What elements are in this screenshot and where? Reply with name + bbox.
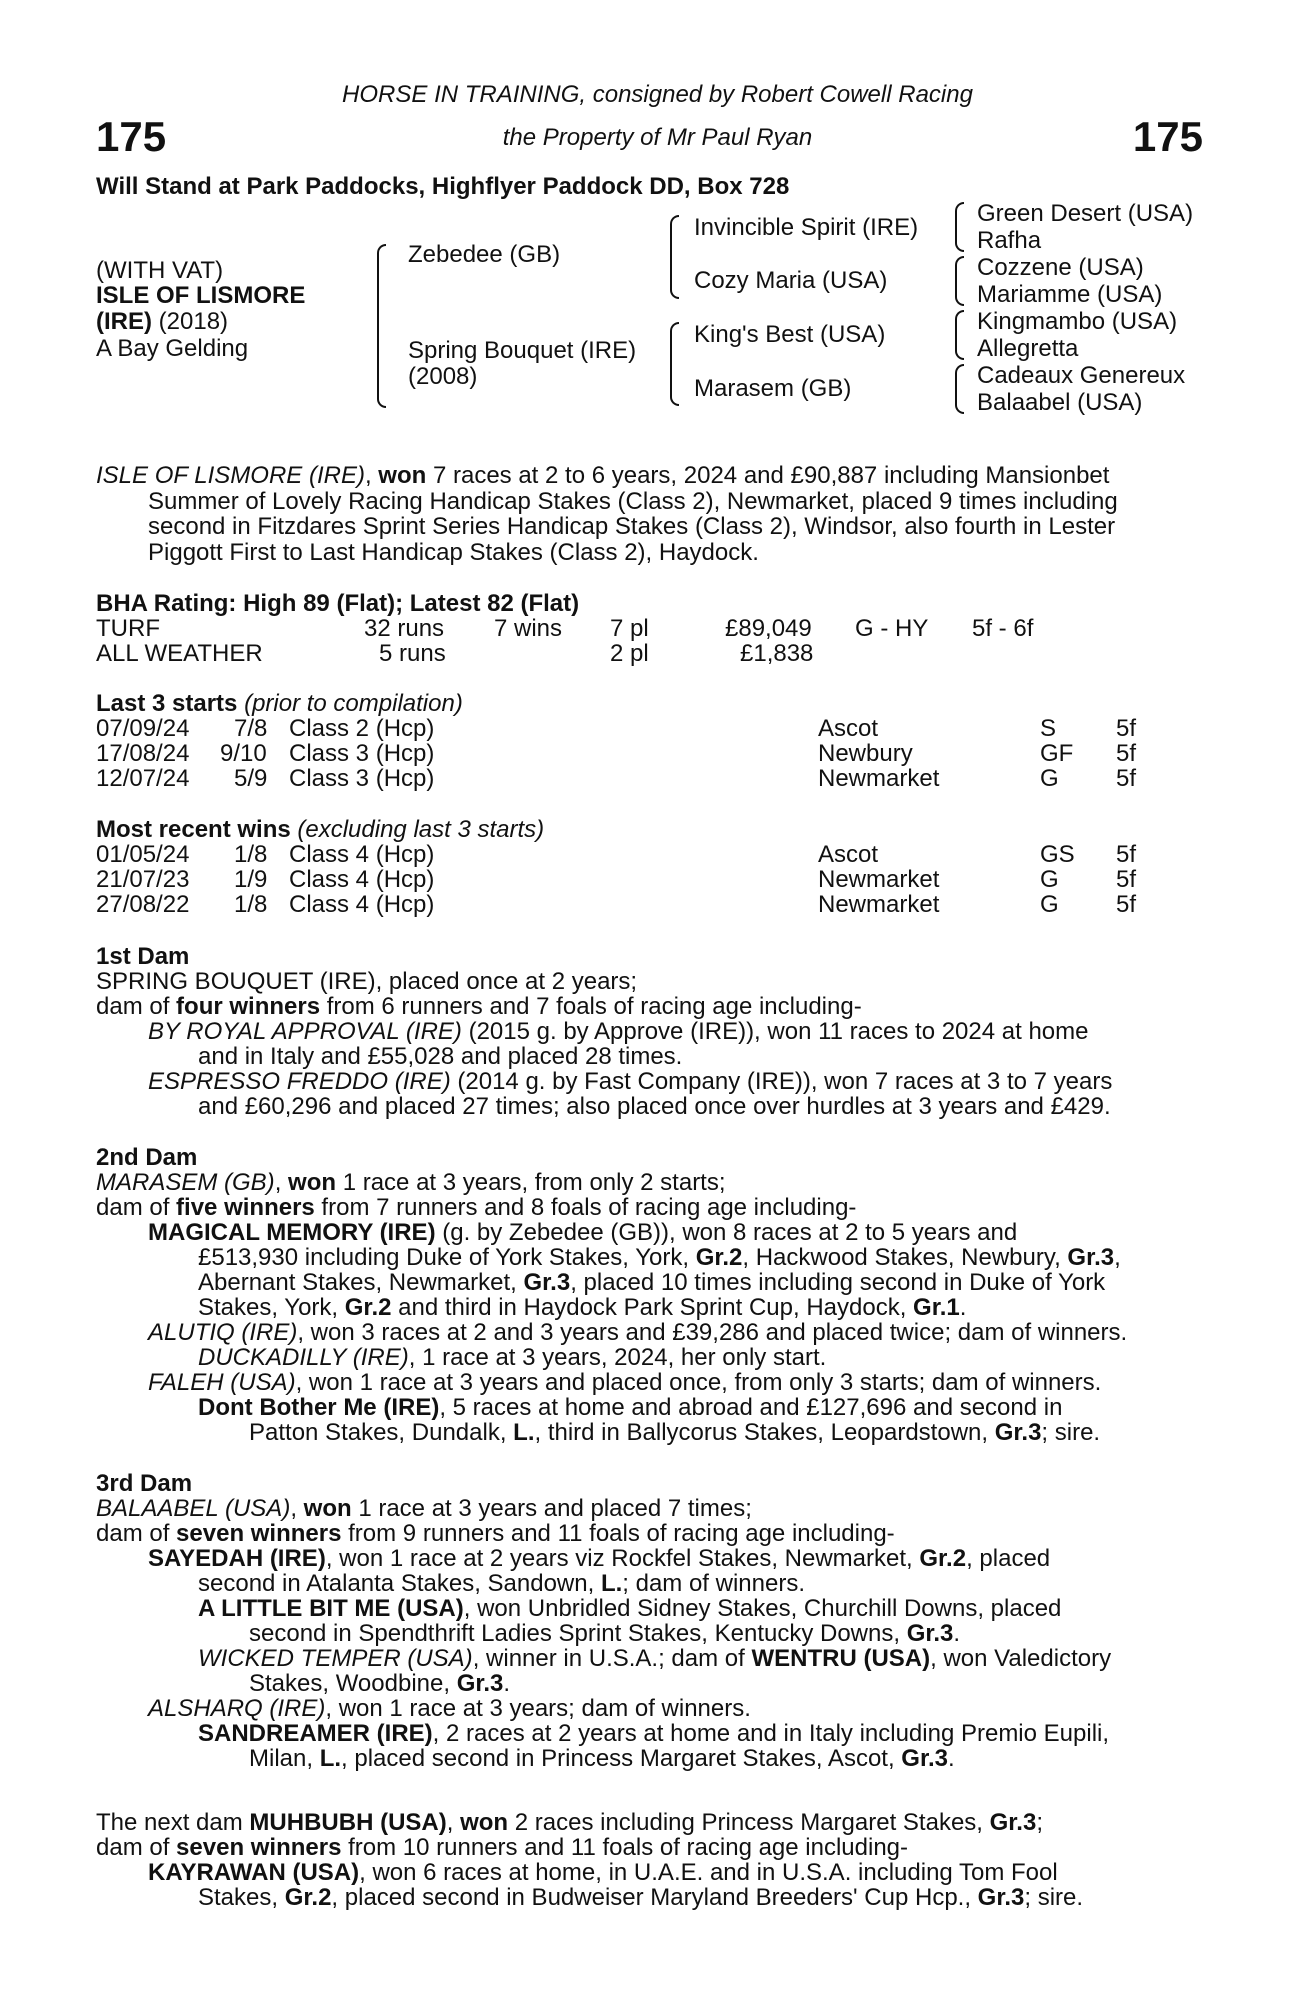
last3-title: Last 3 starts (96, 690, 238, 717)
last3-note: (prior to compilation) (237, 690, 463, 717)
dds: Cadeaux Genereux (977, 362, 1186, 389)
magical-memory-4: Stakes, York, Gr.2 and third in Haydock Park Sprint Cup, Haydock, Gr.1. (198, 1294, 967, 1321)
rating-runs: 32 runs (364, 615, 445, 642)
dam-sire: King's Best (USA) (694, 321, 886, 348)
offspring-1: BY ROYAL APPROVAL (IRE) (2015 g. by Approve (IRE)), won 11 races to 2024 at home (148, 1018, 1089, 1045)
win-going: GS (1040, 841, 1075, 868)
vat-note: (WITH VAT) (96, 257, 224, 284)
wicked-temper-1: WICKED TEMPER (USA), winner in U.S.A.; dam of WENTRU (USA), won Valedictory (198, 1645, 1112, 1672)
dam-parents-brace (670, 322, 679, 406)
rating-heading: BHA Rating: High 89 (Flat); Latest 82 (Flat) (96, 590, 580, 617)
sdd: Mariamme (USA) (977, 281, 1163, 308)
faleh: FALEH (USA), won 1 race at 3 years and placed once, from only 3 starts; dam of winners. (148, 1369, 1102, 1396)
sire-name: Zebedee (GB) (408, 241, 561, 268)
race-summary: ISLE OF LISMORE (IRE), won 7 races at 2 to 6 years, 2024 and £90,887 including Mansionbet Summer of Lovely Racing Handicap Stakes (Class 2), Newmarket, placed 9 times including second in Fitzdares Sprint Series Handicap Stakes (Class 2), Windsor, also fourth in Lester Piggott First to Last Handicap Stakes (Class 2), Haydock. (96, 463, 1204, 565)
alsharq: ALSHARQ (IRE), won 1 race at 3 years; dam of winners. (148, 1695, 751, 1722)
win-race: Class 4 (Hcp) (289, 841, 435, 868)
little-bit-me-1: A LITTLE BIT ME (USA), won Unbridled Sidney Stakes, Churchill Downs, placed (198, 1595, 1062, 1622)
rating-runs: 5 runs (379, 640, 446, 667)
third-dam-heading: 3rd Dam (96, 1470, 193, 1497)
horse-description: A Bay Gelding (96, 335, 249, 362)
start-date: 17/08/24 (96, 740, 190, 767)
sandreamer-2: Milan, L., placed second in Princess Margaret Stakes, Ascot, Gr.3. (249, 1745, 955, 1772)
next-dam-line1: The next dam MUHBUBH (USA), won 2 races including Princess Margaret Stakes, Gr.3; (96, 1809, 1043, 1836)
rating-prize: £89,049 (725, 615, 812, 642)
win-course: Newmarket (818, 891, 940, 918)
wicked-temper-2: Stakes, Woodbine, Gr.3. (249, 1670, 511, 1697)
dam-name: Spring Bouquet (IRE) (408, 337, 637, 364)
sire-dam: Cozy Maria (USA) (694, 267, 888, 294)
first-dam-line1: SPRING BOUQUET (IRE), placed once at 2 years; (96, 968, 638, 995)
start-course: Newmarket (818, 765, 940, 792)
third-dam-line1: BALAABEL (USA), won 1 race at 3 years and placed 7 times; (96, 1495, 752, 1522)
alutiq: ALUTIQ (IRE), won 3 races at 2 and 3 years and £39,286 and placed twice; dam of winners. (148, 1319, 1128, 1346)
sire-dam-brace (377, 244, 386, 408)
summary-line4: Piggott First to Last Handicap Stakes (Class 2), Haydock. (148, 538, 759, 566)
win-position: 1/8 (234, 891, 268, 918)
horse-country: (IRE) (96, 308, 152, 335)
win-date: 27/08/22 (96, 891, 190, 918)
rating-placed: 2 pl (610, 640, 649, 667)
second-dam-line2: dam of five winners from 7 runners and 8 foals of racing age including- (96, 1194, 857, 1221)
last3-heading (96, 691, 463, 717)
start-date: 12/07/24 (96, 765, 190, 792)
sds: Cozzene (USA) (977, 254, 1144, 281)
dam-dam: Marasem (GB) (694, 375, 852, 402)
ddd: Balaabel (USA) (977, 389, 1143, 416)
next-dam-line2: dam of seven winners from 10 runners and 11 foals of racing age including- (96, 1834, 909, 1861)
win-date: 01/05/24 (96, 841, 190, 868)
start-position: 5/9 (234, 765, 268, 792)
duckadilly: DUCKADILLY (IRE), 1 race at 3 years, 2024, her only start. (198, 1344, 827, 1371)
catalogue-subtitle: the Property of Mr Paul Ryan (502, 124, 813, 151)
sss: Green Desert (USA) (977, 200, 1194, 227)
horse-name-suffix (96, 309, 228, 335)
stand-location: Will Stand at Park Paddocks, Highflyer Paddock DD, Box 728 (96, 173, 790, 200)
rating-surface: ALL WEATHER (96, 640, 263, 667)
start-position: 7/8 (234, 715, 268, 742)
lot-number-right: 175 (1132, 113, 1203, 160)
rating-placed: 7 pl (610, 615, 649, 642)
horse-name: ISLE OF LISMORE (96, 282, 306, 309)
sire-parents-brace (670, 215, 679, 299)
rating-going: G - HY (855, 615, 929, 642)
start-position: 9/10 (220, 740, 267, 767)
summary-line1: 7 races at 2 to 6 years, 2024 and £90,887 including Mansionbet (426, 462, 1110, 489)
recent-title: Most recent wins (96, 816, 291, 843)
sire-sire: Invincible Spirit (IRE) (694, 214, 919, 241)
first-dam-line2: dam of four winners from 6 runners and 7 foals of racing age including- (96, 993, 862, 1020)
start-going: S (1040, 715, 1057, 742)
start-distance: 5f (1116, 740, 1137, 767)
start-race: Class 2 (Hcp) (289, 715, 435, 742)
start-race: Class 3 (Hcp) (289, 765, 435, 792)
win-distance: 5f (1116, 891, 1137, 918)
win-position: 1/9 (234, 866, 268, 893)
offspring-1-cont: and in Italy and £55,028 and placed 28 times. (198, 1043, 683, 1070)
start-race: Class 3 (Hcp) (289, 740, 435, 767)
summary-line3: second in Fitzdares Sprint Series Handicap Stakes (Class 2), Windsor, also fourth in Lester (148, 513, 1116, 540)
gp-brace-1 (955, 202, 964, 252)
little-bit-me-2: second in Spendthrift Ladies Sprint Stakes, Kentucky Downs, Gr.3. (249, 1620, 961, 1647)
win-distance: 5f (1116, 841, 1137, 868)
summary-won: won (378, 462, 427, 489)
magical-memory-1: MAGICAL MEMORY (IRE) (g. by Zebedee (GB)), won 8 races at 2 to 5 years and (148, 1219, 1018, 1246)
recent-heading (96, 817, 544, 843)
win-distance: 5f (1116, 866, 1137, 893)
horse-year: (2018) (152, 308, 229, 335)
start-course: Newbury (818, 740, 913, 767)
catalogue-title: HORSE IN TRAINING, consigned by Robert Cowell Racing (342, 81, 973, 108)
start-distance: 5f (1116, 765, 1137, 792)
lot-number-left: 175 (96, 113, 167, 160)
magical-memory-2: £513,930 including Duke of York Stakes, York, Gr.2, Hackwood Stakes, Newbury, Gr.3, (198, 1244, 1121, 1271)
win-date: 21/07/23 (96, 866, 190, 893)
sayedah-1: SAYEDAH (IRE), won 1 race at 2 years viz Rockfel Stakes, Newmarket, Gr.2, placed (148, 1545, 1051, 1572)
rating-distance: 5f - 6f (972, 615, 1034, 642)
start-distance: 5f (1116, 715, 1137, 742)
dont-bother-me-2: Patton Stakes, Dundalk, L., third in Ballycorus Stakes, Leopardstown, Gr.3; sire. (249, 1419, 1101, 1446)
sandreamer-1: SANDREAMER (IRE), 2 races at 2 years at home and in Italy including Premio Eupili, (198, 1720, 1110, 1747)
first-dam-heading: 1st Dam (96, 943, 190, 970)
offspring-2: ESPRESSO FREDDO (IRE) (2014 g. by Fast Company (IRE)), won 7 races at 3 to 7 years (148, 1068, 1113, 1095)
start-date: 07/09/24 (96, 715, 190, 742)
win-going: G (1040, 866, 1059, 893)
dam-year: (2008) (408, 363, 478, 390)
summary-line2: Summer of Lovely Racing Handicap Stakes (Class 2), Newmarket, placed 9 times including (148, 487, 1118, 515)
gp-brace-3 (955, 310, 964, 360)
ssd: Rafha (977, 227, 1042, 254)
sayedah-2: second in Atalanta Stakes, Sandown, L.; dam of winners. (198, 1570, 806, 1597)
summary-horse: ISLE OF LISMORE (IRE) (96, 462, 365, 489)
recent-note: (excluding last 3 starts) (290, 816, 545, 843)
kayrawan-1: KAYRAWAN (USA), won 6 races at home, in U.A.E. and in U.S.A. including Tom Fool (148, 1859, 1058, 1886)
rating-prize: £1,838 (740, 640, 814, 667)
rating-wins: 7 wins (494, 615, 563, 642)
gp-brace-4 (955, 364, 964, 414)
second-dam-line1: MARASEM (GB), won 1 race at 3 years, from only 2 starts; (96, 1169, 726, 1196)
win-position: 1/8 (234, 841, 268, 868)
dss: Kingmambo (USA) (977, 308, 1178, 335)
offspring-2-cont: and £60,296 and placed 27 times; also placed once over hurdles at 3 years and £429. (198, 1093, 1111, 1120)
kayrawan-2: Stakes, Gr.2, placed second in Budweiser Maryland Breeders' Cup Hcp., Gr.3; sire. (198, 1884, 1084, 1911)
win-course: Ascot (818, 841, 879, 868)
rating-surface: TURF (96, 615, 160, 642)
gp-brace-2 (955, 256, 964, 306)
start-course: Ascot (818, 715, 879, 742)
dsd: Allegretta (977, 335, 1079, 362)
magical-memory-3: Abernant Stakes, Newmarket, Gr.3, placed 10 times including second in Duke of York (198, 1269, 1106, 1296)
win-going: G (1040, 891, 1059, 918)
second-dam-heading: 2nd Dam (96, 1144, 198, 1171)
start-going: G (1040, 765, 1059, 792)
third-dam-line2: dam of seven winners from 9 runners and 11 foals of racing age including- (96, 1520, 895, 1547)
start-going: GF (1040, 740, 1074, 767)
win-course: Newmarket (818, 866, 940, 893)
dont-bother-me-1: Dont Bother Me (IRE), 5 races at home and abroad and £127,696 and second in (198, 1394, 1063, 1421)
win-race: Class 4 (Hcp) (289, 866, 435, 893)
win-race: Class 4 (Hcp) (289, 891, 435, 918)
